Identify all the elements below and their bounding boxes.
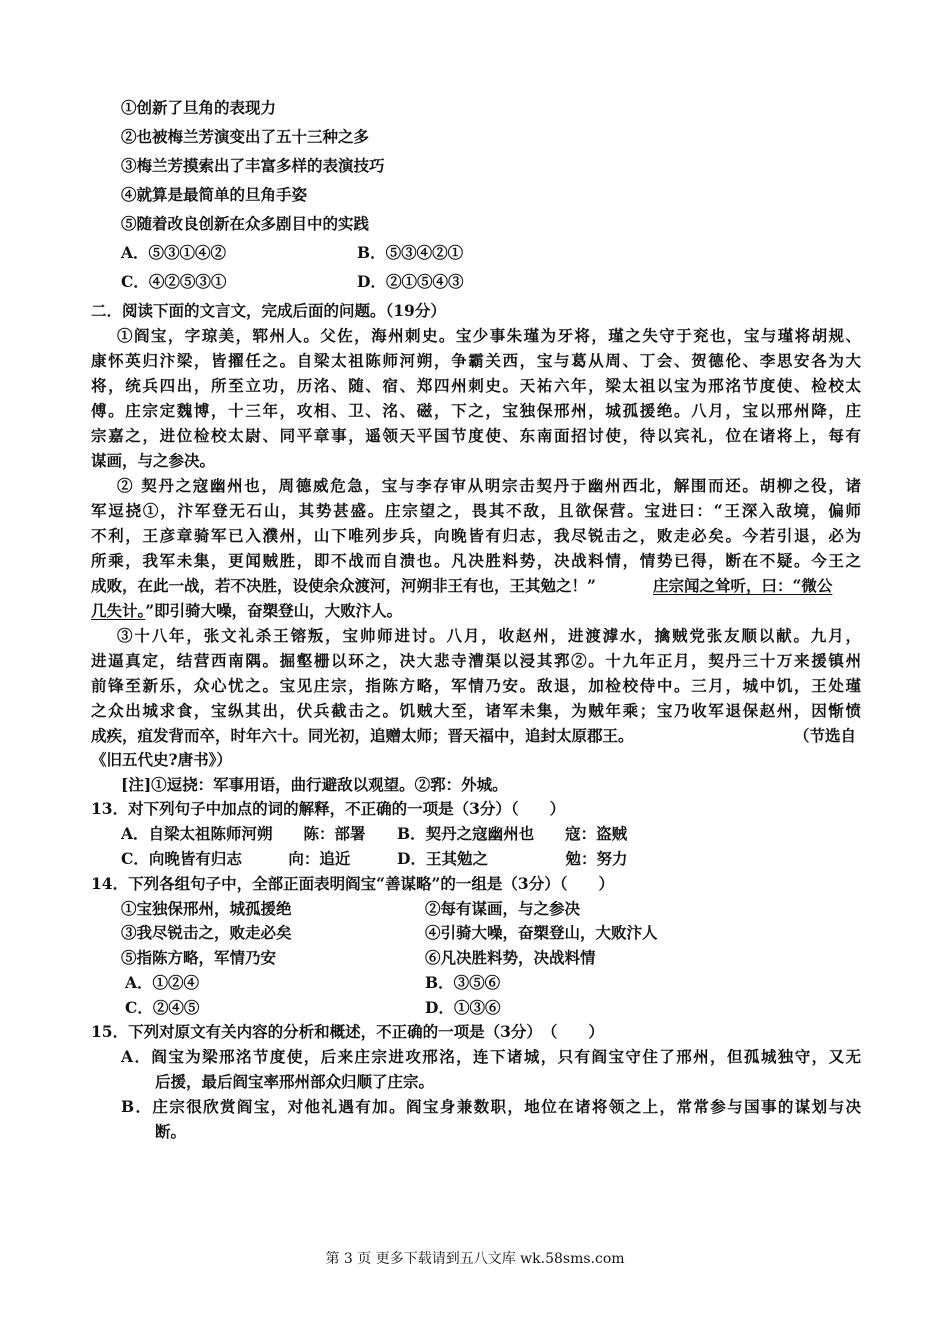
q13-option-d: D．王其勉之 勉：努力 — [397, 849, 628, 868]
passage-p1-line: 谋画，与之参决。 — [91, 451, 216, 470]
passage-p1-line: ①阎宝，字琼美，郓州人。父佐，海州刺史。宝少事朱瑾为牙将，瑾之失守于兖也，宝与瑾将胡规、 — [117, 326, 861, 345]
footnote: [注]①逗挠：军事用语，曲行避敌以观望。②郛：外城。 — [121, 775, 508, 794]
passage-p2-line — [91, 601, 402, 621]
source-citation: （节选自 — [794, 726, 857, 745]
passage-p2-line-tail: ”即引骑大噪，奋槊登山，大败汴人。 — [145, 601, 403, 620]
q14-sentence-5: ⑤指陈方略，军情乃安 — [121, 948, 277, 967]
passage-p2-line: 所乘，我军未集，更闻贼胜，即不战而自溃也。凡决胜料势，决战料情，情势已得，断在不疑。今王之 — [91, 551, 861, 570]
q14-option-b: B．③⑤⑥ — [425, 973, 501, 992]
q15-option-a: A．阎宝为梁邢洺节度使，后来庄宗进攻邢洺，连下诸城，只有阎宝守住了邢州，但孤城独守，又无 — [121, 1047, 861, 1066]
section-heading: 二．阅读下面的文言文，完成后面的问题。（19分） — [91, 301, 446, 320]
q14-sentence-6: ⑥凡决胜料势，决战料情 — [425, 948, 596, 967]
q12-item-4: ④就算是最简单的旦角手姿 — [121, 185, 308, 204]
q14-stem: 14．下列各组句子中，全部正面表明阎宝“善谋略”的一组是（3分）（ ） — [91, 874, 614, 893]
underlined-sentence: 几失计。 — [91, 601, 146, 620]
q14-option-c: C．②④⑤ — [125, 998, 200, 1017]
q13-option-c: C．向晚皆有归志 向：追近 — [121, 849, 351, 868]
q13-option-a: A．自梁太祖陈师河朔 陈：部署 — [121, 824, 366, 843]
q12-item-2: ②也被梅兰芳演变出了五十三种之多 — [121, 127, 370, 146]
q14-sentence-4: ④引骑大噪，奋槊登山，大败汴人 — [425, 923, 658, 942]
underlined-sentence: 庄宗闻之耸听，曰：“微公 — [653, 576, 833, 595]
q15-stem: 15．下列对原文有关内容的分析和概述，不正确的一项是（3分） （ ） — [91, 1022, 604, 1041]
q15-option-a-cont: 后援，最后阎宝率邢州部众归顺了庄宗。 — [155, 1072, 435, 1091]
passage-p1-line: 康怀英归汴梁，皆擢任之。自梁太祖陈师河朔，争霸关西，宝与葛从周、丁会、贺德伦、李思安各为大 — [91, 351, 861, 370]
q15-option-b-cont: 断。 — [155, 1122, 187, 1141]
q13-stem: 13．对下列句子中加点的词的解释，不正确的一项是（3分）（ ） — [91, 799, 566, 818]
q12-item-5: ⑤随着改良创新在众多剧目中的实践 — [121, 214, 370, 233]
page-footer: 第 3 页 更多下载请到五八文库 wk.58sms.com — [325, 1251, 625, 1267]
q14-sentence-1: ①宝独保邢州，城孤援绝 — [121, 899, 292, 918]
passage-p2-line: 成败，在此一战，若不决胜，设使余众渡河，河朔非王有也，王其勉之！” — [91, 576, 596, 595]
passage-p1-line: 将，统兵四出，所至立功，历洺、随、宿、郑四州刺史。天祐六年，梁太祖以宝为邢洺节度使、检校太 — [91, 376, 861, 395]
q13-option-b: B．契丹之寇幽州也 寇：盗贼 — [397, 824, 628, 843]
q14-option-d: D．①③⑥ — [425, 998, 501, 1017]
passage-p2-line: 军逗挠①，汴军登无石山，其势甚盛。庄宗望之，畏其不敌，且欲保营。宝进曰：“王深入敌境，偏师 — [91, 501, 861, 520]
q14-sentence-2: ②每有谋画，与之参决 — [425, 899, 581, 918]
q12-option-c: C．④②⑤③① — [121, 272, 227, 291]
passage-p2-line: ② 契丹之寇幽州也，周德威危急，宝与李存审从明宗击契丹于幽州西北，解围而还。胡柳之役，诸 — [117, 476, 861, 495]
source-citation: 《旧五代史?唐书》） — [91, 750, 232, 769]
passage-p1-line: 宗嘉之，进位检校太尉、同平章事，遥领天平国节度使、东南面招讨使，待以宾礼，位在诸将上，每有 — [91, 426, 861, 445]
q12-option-a: A．⑤③①④② — [121, 243, 227, 262]
q15-option-b: B．庄宗很欣赏阎宝，对他礼遇有加。阎宝身兼数职，地位在诸将领之上，常常参与国事的谋划与决 — [121, 1097, 861, 1116]
q12-option-b: B．⑤③④②① — [357, 243, 464, 262]
q14-option-a: A．①②④ — [125, 973, 200, 992]
passage-p3-line: 成疾，疽发背而卒，时年六十。同光初，追赠太师；晋天福中，追封太原郡王。 — [91, 726, 634, 745]
q12-item-3: ③梅兰芳摸索出了丰富多样的表演技巧 — [121, 156, 385, 175]
passage-p1-line: 傅。庄宗定魏博，十三年，攻相、卫、洺、磁，下之，宝独保邢州，城孤援绝。八月，宝以邢州降，庄 — [91, 401, 861, 420]
passage-p3-line: ③十八年，张文礼杀王镕叛，宝帅师进讨。八月，收赵州，进渡滹水，擒贼党张友顺以献。九月， — [117, 626, 861, 645]
passage-p3-line: 前锋至新乐，众心忧之。宝见庄宗，指陈方略，军情乃安。敌退，加检校侍中。三月，城中饥，王处瑾 — [91, 676, 861, 695]
q14-sentence-3: ③我尽锐击之，败走必矣 — [121, 923, 292, 942]
q12-item-1: ①创新了旦角的表现力 — [121, 98, 277, 117]
passage-p3-line: 进逼真定，结营西南隅。掘壑栅以环之，决大悲寺漕渠以浸其郛②。十九年正月，契丹三十万来援镇州 — [91, 651, 861, 670]
passage-p3-line: 之众出城求食，宝纵其出，伏兵截击之。饥贼大至，诸军未集，为贼年乘；宝乃收军退保赵州，因惭愤 — [91, 701, 861, 720]
q12-option-d: D．②①⑤④③ — [357, 272, 464, 291]
passage-p2-line: 不利，王彦章骑军已入濮州，山下唯列步兵，向晚皆有归志，我尽锐击之，败走必矣。今若引退，必为 — [91, 526, 861, 545]
